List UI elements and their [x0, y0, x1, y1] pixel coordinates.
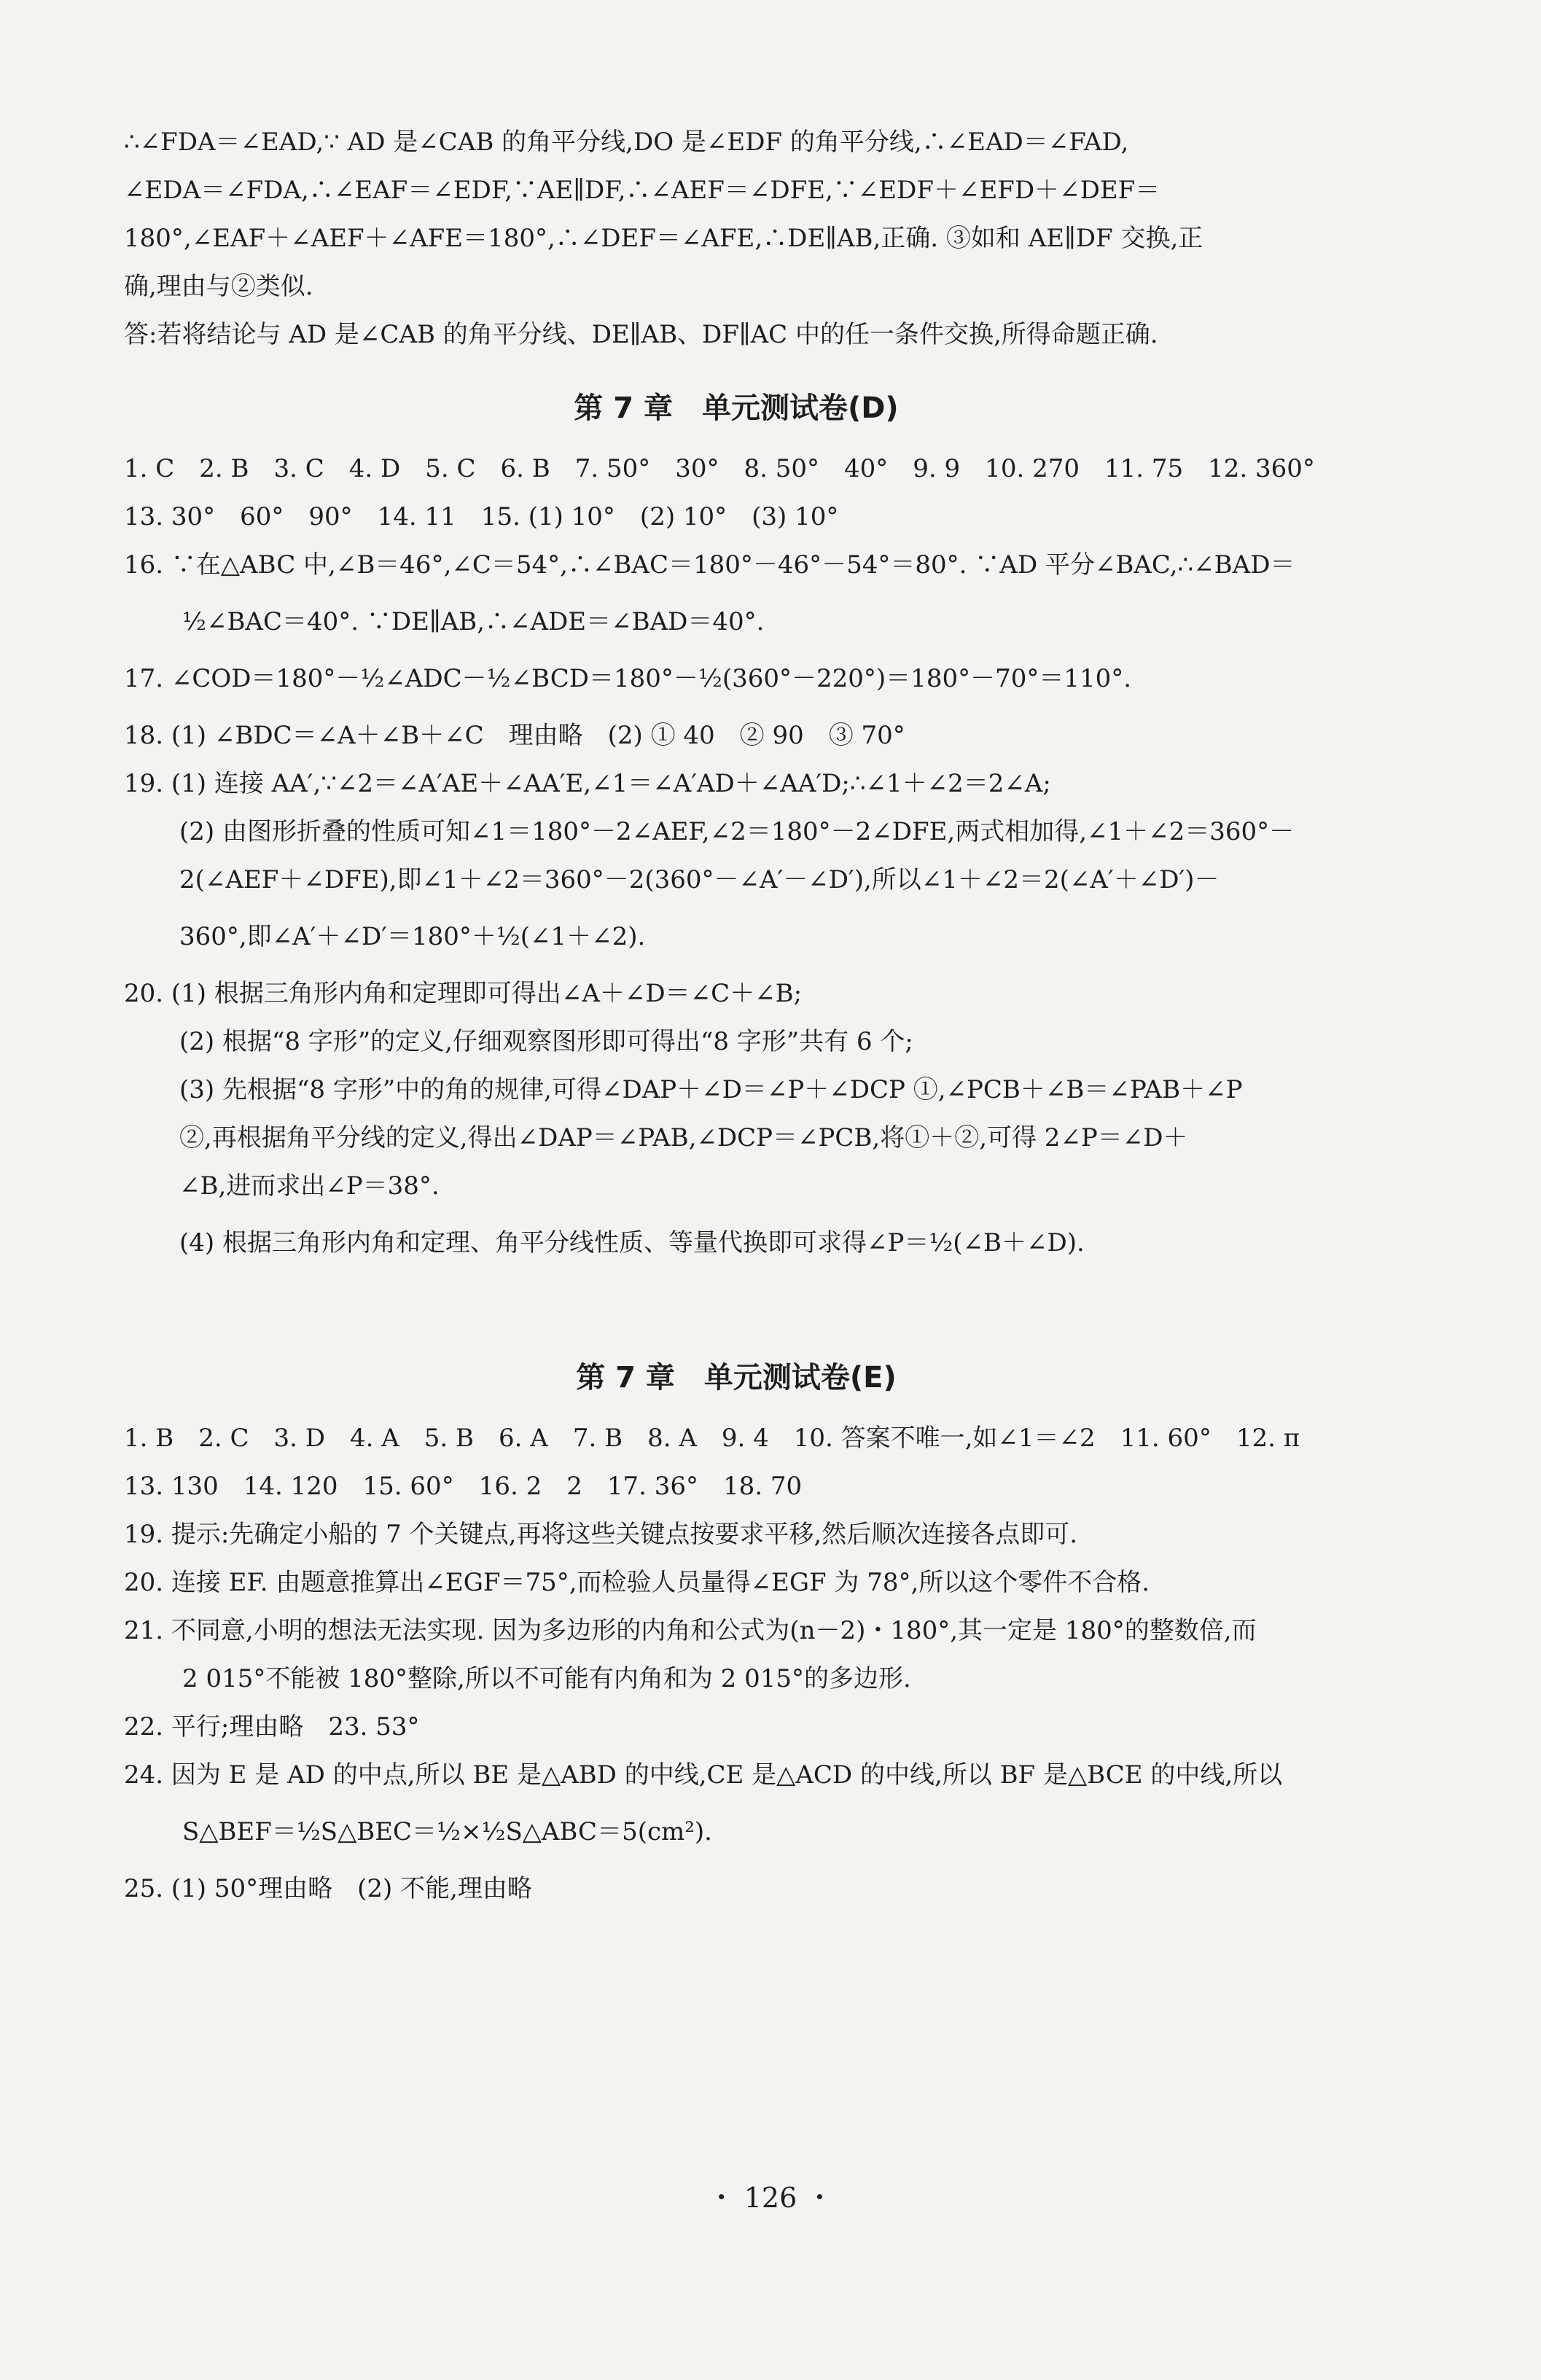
text-line: 确,理由与②类似.	[124, 272, 313, 301]
answer-line: 25. (1) 50°理由略 (2) 不能,理由略	[124, 1874, 532, 1903]
answer-line: 19. (1) 连接 AA′,∵∠2＝∠A′AE＋∠AA′E,∠1＝∠A′AD＋∠AA′D;∴∠1＋∠2＝2∠A;	[124, 769, 1051, 798]
answer-line: S△BEF＝½S△BEC＝½×½S△ABC＝5(cm²).	[182, 1817, 712, 1846]
top-block	[124, 124, 1349, 353]
answer-line: 2 015°不能被 180°整除,所以不可能有内角和为 2 015°的多边形.	[182, 1664, 911, 1693]
page-number: ・ 126 ・	[707, 2182, 834, 2214]
text-line: ∴∠FDA＝∠EAD,∵ AD 是∠CAB 的角平分线,DO 是∠EDF 的角平分线,∴∠EAD＝∠FAD,	[124, 128, 1129, 157]
text-line: 180°,∠EAF＋∠AEF＋∠AFE＝180°,∴∠DEF＝∠AFE,∴DE∥AB,正确. ③如和 AE∥DF 交换,正	[124, 224, 1203, 253]
answer-line: 13. 30° 60° 90° 14. 11 15. (1) 10° (2) 10° (3) 10°	[124, 502, 839, 531]
answer-summary: 答:若将结论与 AD 是∠CAB 的角平分线、DE∥AB、DF∥AC 中的任一条件交换,所得命题正确.	[124, 320, 1158, 349]
answer-line: 1. C 2. B 3. C 4. D 5. C 6. B 7. 50° 30° 8. 50° 40° 9. 9 10. 270 11. 75 12. 360°	[124, 454, 1315, 483]
answer-line: 1. B 2. C 3. D 4. A 5. B 6. A 7. B 8. A 9. 4 10. 答案不唯一,如∠1＝∠2 11. 60° 12. π	[124, 1424, 1300, 1453]
answer-line: 17. ∠COD＝180°－½∠ADC－½∠BCD＝180°－½(360°－220°)＝180°－70°＝110°.	[124, 664, 1132, 693]
answer-line: ②,再根据角平分线的定义,得出∠DAP＝∠PAB,∠DCP＝∠PCB,将①＋②,可得 2∠P＝∠D＋	[179, 1123, 1188, 1152]
section-d	[124, 386, 1349, 1261]
answer-line: 18. (1) ∠BDC＝∠A＋∠B＋∠C 理由略 (2) ① 40 ② 90 ③ 70°	[124, 721, 905, 750]
answer-line: 20. 连接 EF. 由题意推算出∠EGF＝75°,而检验人员量得∠EGF 为 78°,所以这个零件不合格.	[124, 1568, 1150, 1597]
section-e	[124, 1356, 1349, 1907]
answer-line: ½∠BAC＝40°. ∵DE∥AB,∴∠ADE＝∠BAD＝40°.	[182, 607, 765, 636]
answer-line: 21. 不同意,小明的想法无法实现. 因为多边形的内角和公式为(n－2)・180°,其一定是 180°的整数倍,而	[124, 1616, 1257, 1645]
answer-line: (4) 根据三角形内角和定理、角平分线性质、等量代换即可求得∠P＝½(∠B＋∠D).	[179, 1228, 1085, 1257]
answer-line: 24. 因为 E 是 AD 的中点,所以 BE 是△ABD 的中线,CE 是△ACD 的中线,所以 BF 是△BCE 的中线,所以	[124, 1760, 1283, 1790]
answer-line: 19. 提示:先确定小船的 7 个关键点,再将这些关键点按要求平移,然后顺次连接各点即可.	[124, 1520, 1078, 1549]
text-line: ∠EDA＝∠FDA,∴∠EAF＝∠EDF,∵AE∥DF,∴∠AEF＝∠DFE,∵∠EDF＋∠EFD＋∠DEF＝	[124, 176, 1160, 205]
section-d-title: 第 7 章 单元测试卷(D)	[574, 391, 899, 425]
answer-line: (2) 由图形折叠的性质可知∠1＝180°－2∠AEF,∠2＝180°－2∠DFE,两式相加得,∠1＋∠2＝360°－	[179, 817, 1295, 846]
answer-line: 22. 平行;理由略 23. 53°	[124, 1712, 420, 1741]
answer-line: ∠B,进而求出∠P＝38°.	[179, 1171, 440, 1201]
answer-line: 20. (1) 根据三角形内角和定理即可得出∠A＋∠D＝∠C＋∠B;	[124, 979, 803, 1008]
answer-line: (2) 根据“8 字形”的定义,仔细观察图形即可得出“8 字形”共有 6 个;	[179, 1027, 913, 1056]
answer-line: 16. ∵在△ABC 中,∠B＝46°,∠C＝54°,∴∠BAC＝180°－46°－54°＝80°. ∵AD 平分∠BAC,∴∠BAD＝	[124, 550, 1295, 580]
answer-line: 2(∠AEF＋∠DFE),即∠1＋∠2＝360°－2(360°－∠A′－∠D′),所以∠1＋∠2＝2(∠A′＋∠D′)－	[179, 865, 1220, 894]
section-e-title: 第 7 章 单元测试卷(E)	[576, 1361, 897, 1394]
answer-line: 13. 130 14. 120 15. 60° 16. 2 2 17. 36° 18. 70	[124, 1472, 803, 1501]
answer-line: (3) 先根据“8 字形”中的角的规律,可得∠DAP＋∠D＝∠P＋∠DCP ①,∠PCB＋∠B＝∠PAB＋∠P	[179, 1075, 1243, 1104]
answer-line: 360°,即∠A′＋∠D′＝180°＋½(∠1＋∠2).	[179, 922, 646, 951]
